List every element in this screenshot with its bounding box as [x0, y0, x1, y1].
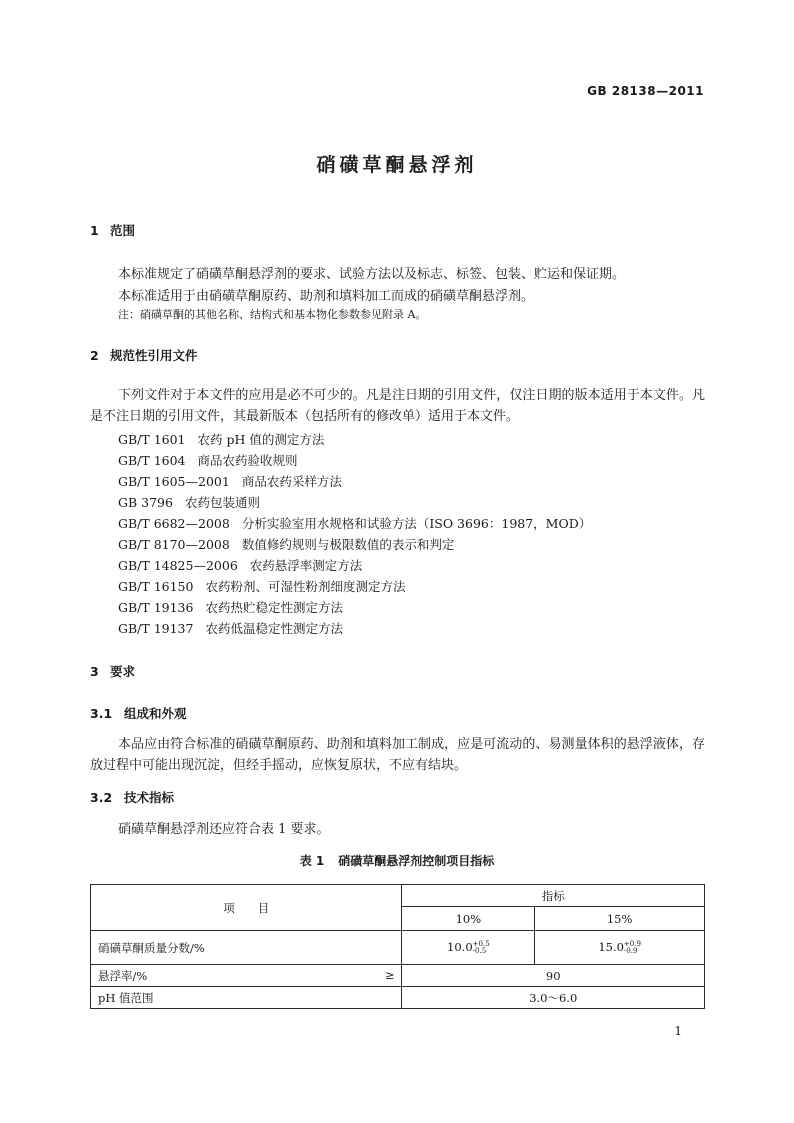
reference-code: GB/T 14825—2006 — [118, 558, 238, 573]
section-number: 3.2 — [90, 790, 113, 805]
subsection-3-2-heading — [90, 788, 174, 806]
spec-table — [90, 884, 705, 1009]
item-label: 悬浮率/% — [98, 968, 148, 983]
table-title: 硝磺草酮悬浮剂控制项目指标 — [338, 854, 495, 868]
row-item — [91, 965, 402, 987]
section-title: 要求 — [110, 664, 136, 679]
standard-number: GB 28138—2011 — [587, 84, 704, 98]
row-value: 90 — [402, 965, 705, 987]
section-number: 3.1 — [90, 706, 113, 721]
reference-code: GB/T 1601 — [118, 432, 186, 447]
reference-item — [118, 430, 324, 448]
header-item: 项 目 — [91, 885, 402, 931]
row-value-15 — [535, 931, 705, 965]
comparison-sign: ≥ — [384, 967, 395, 982]
reference-title: 商品农药验收规则 — [197, 453, 298, 468]
reference-item — [118, 451, 298, 469]
note: 注：硝磺草酮的其他名称、结构式和基本物化参数参见附录 A。 — [118, 308, 427, 321]
row-value: 3.0～6.0 — [402, 987, 705, 1009]
value: 10.0 — [447, 940, 473, 954]
table-caption — [0, 852, 794, 869]
section-title: 规范性引用文件 — [110, 348, 198, 363]
section-title: 范围 — [110, 223, 136, 238]
table-row — [91, 987, 705, 1009]
reference-code: GB 3796 — [118, 495, 173, 510]
header-col-10: 10% — [402, 907, 535, 931]
reference-item — [118, 514, 591, 532]
subsection-3-1-heading — [90, 704, 187, 722]
reference-item — [118, 577, 405, 595]
reference-item — [118, 556, 362, 574]
reference-code: GB/T 19137 — [118, 621, 194, 636]
reference-title: 商品农药采样方法 — [241, 474, 342, 489]
paragraph: 本标准适用于由硝磺草酮原药、助剂和填料加工而成的硝磺草酮悬浮剂。 — [118, 289, 535, 304]
section-title: 技术指标 — [124, 790, 175, 805]
section-2-heading — [90, 346, 198, 364]
reference-code: GB/T 19136 — [118, 600, 194, 615]
reference-item — [118, 493, 260, 511]
paragraph: 硝磺草酮悬浮剂还应符合表 1 要求。 — [118, 822, 330, 837]
reference-code: GB/T 1604 — [118, 453, 186, 468]
table-row — [91, 931, 705, 965]
row-value-10 — [402, 931, 535, 965]
section-number: 3 — [90, 664, 99, 679]
reference-title: 农药粉剂、可湿性粉剂细度测定方法 — [205, 579, 406, 594]
reference-title: 农药热贮稳定性测定方法 — [205, 600, 343, 615]
section-1-heading — [90, 221, 135, 239]
row-item: pH 值范围 — [91, 987, 402, 1009]
reference-title: 农药悬浮率测定方法 — [249, 558, 363, 573]
section-number: 2 — [90, 348, 99, 363]
reference-item — [118, 598, 343, 616]
reference-code: GB/T 6682—2008 — [118, 516, 230, 531]
header-col-15: 15% — [535, 907, 705, 931]
table-number: 表 1 — [299, 854, 325, 868]
paragraph: 本品应由符合标准的硝磺草酮原药、助剂和填料加工制成，应是可流动的、易测量体积的悬浮液体，存放过程中可能出现沉淀，但经手摇动，应恢复原状，不应有结块。 — [90, 737, 705, 773]
header-index: 指标 — [402, 885, 705, 907]
reference-title: 农药包装通则 — [184, 495, 260, 510]
reference-code: GB/T 1605—2001 — [118, 474, 230, 489]
reference-title: 农药低温稳定性测定方法 — [205, 621, 343, 636]
paragraph: 下列文件对于本文件的应用是必不可少的。凡是注日期的引用文件，仅注日期的版本适用于本文件。凡是不注日期的引用文件，其最新版本（包括所有的修改单）适用于本文件。 — [90, 388, 705, 424]
reference-title: 农药 pH 值的测定方法 — [197, 432, 325, 447]
document-title: 硝磺草酮悬浮剂 — [316, 154, 478, 176]
reference-code: GB/T 16150 — [118, 579, 194, 594]
reference-code: GB/T 8170—2008 — [118, 537, 230, 552]
reference-item — [118, 472, 342, 490]
page-number: 1 — [674, 1024, 682, 1038]
row-item: 硝磺草酮质量分数/% — [91, 931, 402, 965]
paragraph: 本标准规定了硝磺草酮悬浮剂的要求、试验方法以及标志、标签、包装、贮运和保证期。 — [118, 267, 626, 282]
tolerance: +0.9 -0.9 — [623, 940, 641, 955]
section-3-heading — [90, 662, 135, 680]
reference-title: 数值修约规则与极限数值的表示和判定 — [241, 537, 455, 552]
value: 15.0 — [598, 940, 624, 954]
table-row — [91, 965, 705, 987]
reference-title: 分析实验室用水规格和试验方法（ISO 3696：1987，MOD） — [241, 516, 592, 531]
reference-item — [118, 619, 343, 637]
table-header-row — [91, 885, 705, 907]
section-number: 1 — [90, 223, 99, 238]
section-title: 组成和外观 — [124, 706, 187, 721]
tolerance: +0.5 -0.5 — [472, 940, 490, 955]
reference-item — [118, 535, 454, 553]
